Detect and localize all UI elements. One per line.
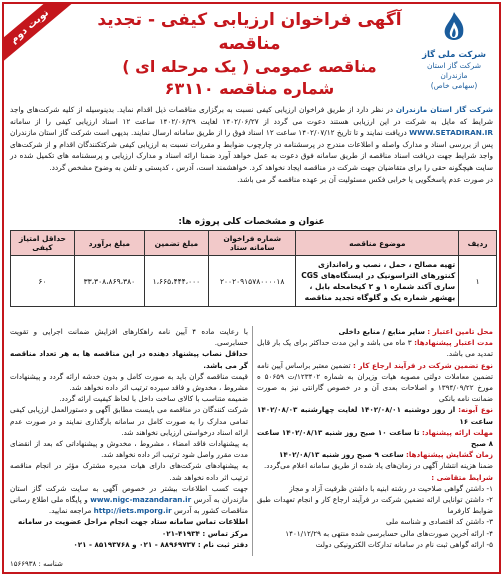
- col-guarantee: مبلغ تضمین: [144, 231, 208, 256]
- registration-office: دفتر ثبت نام : ۸۸۹۶۹۷۳۷ - ۰۲۱ و ۸۵۱۹۳۷۶۸ - ۰۲۱: [73, 539, 248, 549]
- validity-label: مدت اعتبار پیشنهادها:: [414, 338, 493, 348]
- condition-item: ۴- ارائه آخرین صورت‌های مالی حسابرسی شده منتهی به ۱۴۰۱/۱۲/۲۹: [285, 528, 493, 538]
- tender-number: شماره مناقصه ۶۳۱۱۰: [164, 79, 335, 98]
- cell-row: ۱: [459, 256, 497, 307]
- col-min-score: حداقل امتیاز کیفی: [11, 231, 75, 256]
- left-paragraph: قیمت مناقصه گران باید به صورت کامل و بدون خدشه ارائه گردد و پیشنهادات مشروط ، مخدوش و فاقد سپرده ترتیب اثر داده نخواهد شد.: [10, 371, 248, 393]
- guarantee-label: نوع تضمین شرکت در فرآیند ارجاع کار :: [352, 360, 493, 370]
- projects-table: [10, 230, 497, 307]
- cell-estimate: ۳۳،۳۰۸،۸۶۹،۳۸۰: [74, 256, 144, 307]
- terms-column-left: [10, 326, 248, 550]
- left-paragraph: به پیشنهادهای شرکت‌های دارای هیات مدیره مشترک مؤثر در انجام مناقصه ترتیب اثر داده نخواهد شد.: [10, 461, 248, 482]
- validity-text: ۳ ماه می باشد و این مدت حداکثر برای یک بار قابل تمدید می باشد.: [257, 338, 493, 359]
- logo-org-name: شرکت ملی گاز: [422, 50, 486, 60]
- left-paragraph: به پیشنهادات فاقد امضاء ، مشروط ، مخدوش و پیشنهاداتی که بعد از انقضای مدت مقرر واصل شود ترتیب اثر داده نخواهد شد.: [10, 439, 248, 460]
- col-subject: موضوع مناقصه: [296, 231, 459, 256]
- contact-center: مرکز تماس : ۴۱۹۳۴-۰۲۱: [161, 528, 248, 538]
- setad-website-link[interactable]: WWW.SETADIRAN.IR: [409, 128, 493, 138]
- column-divider: [252, 326, 253, 556]
- return-label: نوع آبونه:: [458, 405, 493, 415]
- iets-website-link[interactable]: http://iets.mporg.ir: [93, 506, 172, 516]
- company-name: شرکت گاز استان مازندران: [395, 105, 493, 114]
- col-estimate: مبلغ برآورد: [74, 231, 144, 256]
- col-row: ردیف: [459, 231, 497, 256]
- table-header-row: [11, 231, 497, 256]
- projects-section-title: عنوان و مشخصات کلی پروژه ها:: [178, 217, 325, 227]
- table-row: [11, 256, 497, 307]
- notice-subtitle: مناقصه عمومی ( یک مرحله ای ): [122, 57, 377, 76]
- second-round-ribbon: نوبت دوم: [2, 2, 82, 72]
- logo-sub-type: (سهامی خاص): [430, 81, 478, 90]
- deadline-label: مهلت ارائه پیشنهاد:: [422, 427, 493, 437]
- intro-paragraph-1: در نظر دارد از طریق فراخوان ارزیابی کیفی نسبت به برگزاری مناقصات ذیل اقدام نماید. بدینوسیله از کلیه شرکت‌های واجد شرایط که مایل به شرکت در این ارزیابی هستند دعوت می گردد از ۱۴۰۲/۰۶/۲۷ لغایت ۱۴۰۲/۰۶/۲۹ ساعت ۱۲ اسناد ارزیابی کیفی را از سامانه: [10, 105, 493, 126]
- col-tender-no: شماره فراخوان سامانه ستاد: [208, 231, 296, 256]
- condition-item: ۳- داشتن کد اقتصادی و شناسه ملی: [385, 517, 493, 527]
- gas-flame-icon: [439, 10, 469, 46]
- contact-title: اطلاعات تماس سامانه ستاد جهت انجام مراحل عضویت در سامانه: [18, 517, 248, 527]
- company-website-link[interactable]: www.nigc-mazandaran.ir: [90, 495, 192, 505]
- ad-fee-note: ضمنا هزینه انتشار آگهی در زمان‌های یاد شده از طریق سامانه اعلام می‌گردد.: [264, 461, 493, 471]
- notice-id: شناسه : ۱۵۶۶۹۳۸: [10, 560, 63, 568]
- cell-guarantee: ۱،۶۶۵،۴۴۴،۰۰۰: [144, 256, 208, 307]
- left-paragraph: ضمیمه متناسب با کالای ساخت داخل با لحاظ کیفیت ارائه گردد.: [59, 394, 248, 404]
- notice-title: آگهی فراخوان ارزیابی کیفی - تجدید مناقصه: [97, 10, 402, 54]
- fund-label: محل تامین اعتبار :: [427, 327, 493, 336]
- conditions-label: شرایط متقاضی :: [431, 472, 493, 482]
- cell-min-score: ۶۰: [11, 256, 75, 307]
- return-text: از روز دوشنبه ۱۴۰۲/۰۸/۰۱ لغایت چهارشنبه ۱۴۰۲/۰۸/۰۳ ساعت ۱۶: [257, 405, 493, 426]
- logo-sub-name: شرکت گاز استان مازندران: [426, 61, 482, 80]
- deadline-text: تا ساعت ۱۰ صبح روز شنبه ۱۴۰۲/۰۸/۱۳ ساعت ۸ صبح: [257, 427, 493, 449]
- condition-item: ۲- داشتن توانایی ارائه تضمین شرکت در فرآیند ارجاع کار و انجام تعهدات طبق ضوابط کارفرما: [257, 495, 493, 516]
- opening-text: ساعت ۹ صبح روز شنبه ۱۴۰۲/۰۸/۱۳: [279, 450, 404, 460]
- guarantee-text: تضمین معتبر براساس آیین نامه تضمین معاملات دولتی مصوبه هیات وزیران به شماره ۱۲۳۴۰۲/ت ۵۰۶۵۹ ه مورخ ۱۳۹۴/۰۹/۲۲ و اصلاحات بعدی آن و در خصوص گارانتی نیز به صورت ضمانت نامه بانکی: [257, 360, 493, 404]
- terms-column-right: [257, 326, 493, 550]
- notice-header: [84, 8, 415, 100]
- left-paragraph: و پایگاه ملی اطلاع رسانی مناقصات کشور به آدرس: [10, 495, 248, 516]
- left-paragraph: شرکت کنندگان در مناقصه می بایست مطابق آگهی و دستورالعمل ارزیابی کیفی تمامی مدارک را به صورت کامل در سامانه بارگذاری نمایند و در صورت عدم ارائه اسناد درخواستی ارزیابی نخواهند شد.: [10, 405, 248, 437]
- left-paragraph: جهت کسب اطلاعات بیشتر در خصوص آگهی به سایت شرکت گاز استان مازندران به آدرس: [10, 483, 248, 505]
- company-logo: [417, 10, 491, 91]
- left-paragraph: با رعایت ماده ۴ آیین نامه راهکارهای افزایش ضمانت اجرایی و تقویت حسابرسی.: [10, 327, 248, 348]
- left-paragraph: حداقل نصاب پیشنهاد دهنده در این مناقصه ها به هر تعداد مناقصه گر می باشد.: [10, 349, 248, 370]
- cell-tender-no: ۲۰۰۲۰۹۱۵۷۸۰۰۰۰۱۸: [208, 256, 296, 307]
- condition-item: ۱- داشتن گواهی صلاحیت در رشته ابنیه با داشتن ظرفیت آزاد و مجاز: [289, 483, 493, 493]
- intro-paragraph-2: دریافت نمایند و تا تاریخ ۱۴۰۲/۰۷/۱۲ ساعت ۱۲ اسناد فوق را از طریق سامانه ارسال نمایند. بدیهی است شرکت گاز استان مازندران پس از بررسی اسناد و مدارک واصله و اطلاعات مندرج در پرسشنامه در چارچوب ضوابط و مقررات نسبت به ارزیابی کیفی شرکتکنندگان اقدام و از شرکت‌های واجد شرایط جهت دریافت اسناد مناقصه از طریق سامانه فوق دعوت به عمل خواهد آورد ضمنا ارائه اسناد و مدارک ارزیابی و پرسشنامه های تکمیل شده در سایت هیچگونه حقی را برای متقاضیان جهت شرکت در مناقصه ایجاد نخواهد کرد. خواهشمند است، آدرس ، کدپستی و تلفن به وضوح مشخص گردد.: [10, 128, 493, 172]
- condition-item: ۵- ارائه گواهی ثبت نام در سامانه تدارکات الکترونیکی دولت: [315, 539, 493, 549]
- intro-text: [10, 104, 493, 185]
- cell-subject: تهیه مصالح ، حمل ، نصب و راه‌اندازی کنتورهای التراسونیک در ایستگاه‌های CGS ساری آکند شماره ۱ و ۲ کیخامحله بابل ، بهشهر شماره یک و گلوگاه تجدید مناقصه: [296, 256, 459, 307]
- fund-text: سایر منابع / منابع داخلی: [338, 327, 425, 336]
- opening-label: زمان گشایش پیشنهادها:: [405, 450, 493, 460]
- tender-notice: [2, 2, 501, 574]
- left-paragraph: مراجعه نمایید.: [48, 506, 92, 516]
- intro-paragraph-3: در صورت عدم پاسخگویی یا خرابی فکس مسئولیت آن بر عهده مناقصه گر می باشد.: [237, 174, 493, 184]
